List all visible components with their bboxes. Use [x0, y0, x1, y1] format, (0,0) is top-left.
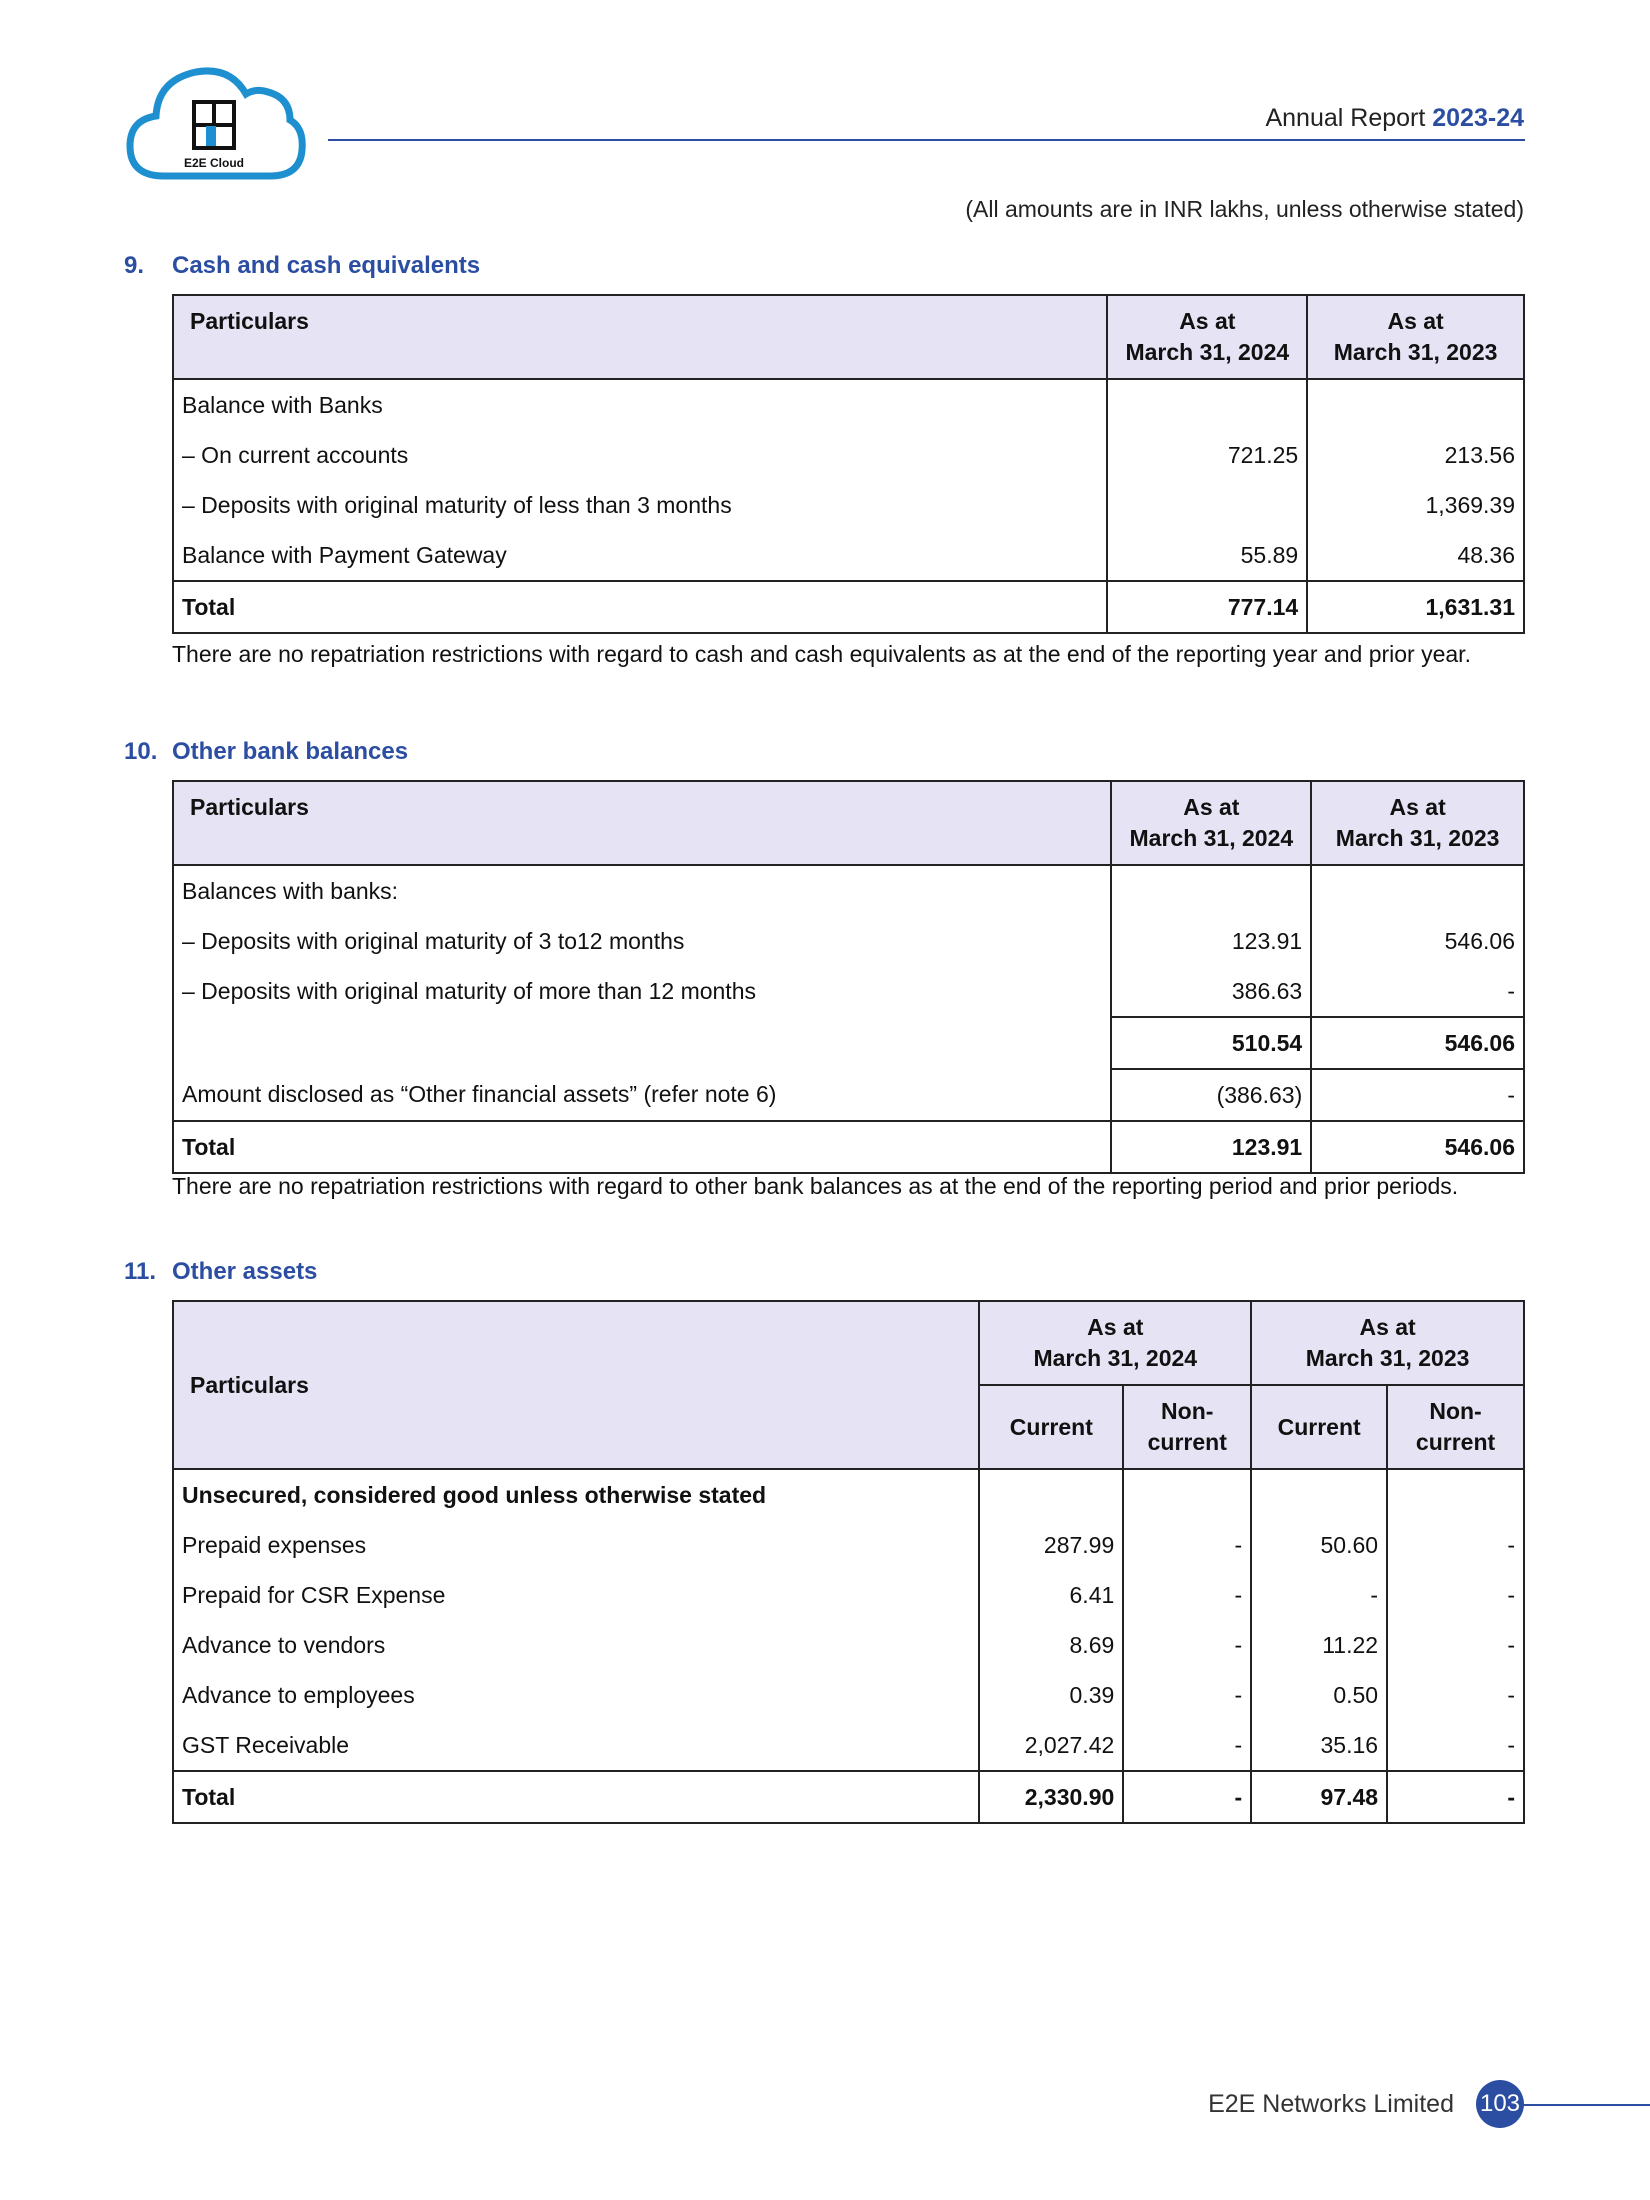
table-row	[173, 430, 1524, 480]
value-cell: 6.41	[979, 1570, 1123, 1620]
section-9-note: There are no repatriation restrictions with regard to cash and cash equivalents as at the end of the reporting year and prior year.	[172, 641, 1471, 667]
value-cell: -	[1311, 1069, 1524, 1121]
particulars-header: Particulars	[173, 295, 1107, 379]
value-cell: -	[1123, 1520, 1251, 1570]
value-cell: 55.89	[1107, 530, 1307, 581]
table-row	[173, 530, 1524, 581]
value-cell: 287.99	[979, 1520, 1123, 1570]
col-2024-header: As at March 31, 2024	[1111, 781, 1311, 865]
particulars-header: Particulars	[173, 1301, 979, 1469]
label-cell: Total	[173, 581, 1107, 633]
value-cell: 2,027.42	[979, 1720, 1123, 1771]
value-cell: 546.06	[1311, 916, 1524, 966]
value-cell: 777.14	[1107, 581, 1307, 633]
table-row	[173, 379, 1524, 430]
noncurrent-2023-header: Non- current	[1387, 1385, 1524, 1469]
value-cell: -	[1123, 1620, 1251, 1670]
report-title: Annual Report 2023-24	[1265, 104, 1524, 132]
value-cell: 213.56	[1307, 430, 1524, 480]
value-cell: -	[1387, 1570, 1524, 1620]
label-cell: Unsecured, considered good unless otherwise stated	[173, 1469, 979, 1520]
value-cell: 48.36	[1307, 530, 1524, 581]
value-cell: 0.50	[1251, 1670, 1387, 1720]
table-row	[173, 1520, 1524, 1570]
table-row	[173, 1069, 1524, 1121]
value-cell: -	[1123, 1570, 1251, 1620]
label-cell: – Deposits with original maturity of less than 3 months	[173, 480, 1107, 530]
label-cell: GST Receivable	[173, 1720, 979, 1771]
section-9-title: 9. Cash and cash equivalents	[124, 252, 481, 279]
group-2023-header: As at March 31, 2023	[1251, 1301, 1524, 1385]
value-cell: -	[1387, 1670, 1524, 1720]
value-cell: -	[1123, 1720, 1251, 1771]
table-row	[173, 1570, 1524, 1620]
table-row	[173, 966, 1524, 1017]
table-row	[173, 865, 1524, 916]
col-2024-header: As at March 31, 2024	[1107, 295, 1307, 379]
label-cell: Balance with Payment Gateway	[173, 530, 1107, 581]
value-cell	[1107, 379, 1307, 430]
value-cell: 386.63	[1111, 966, 1311, 1017]
total-row	[173, 1121, 1524, 1173]
particulars-header: Particulars	[173, 781, 1111, 865]
col-2023-header: As at March 31, 2023	[1307, 295, 1524, 379]
value-cell: -	[1251, 1570, 1387, 1620]
value-cell: 123.91	[1111, 1121, 1311, 1173]
subtotal-row	[173, 1017, 1524, 1069]
page-number: 103	[1476, 2080, 1524, 2128]
group-2024-header: As at March 31, 2024	[979, 1301, 1251, 1385]
value-cell: 8.69	[979, 1620, 1123, 1670]
header-rule	[328, 139, 1525, 141]
table-row	[173, 1720, 1524, 1771]
label-cell	[173, 1017, 1111, 1069]
label-cell: – Deposits with original maturity of more than 12 months	[173, 966, 1111, 1017]
value-cell: 546.06	[1311, 1121, 1524, 1173]
logo-text: E2E Cloud	[183, 156, 245, 170]
value-cell: 2,330.90	[979, 1771, 1123, 1823]
current-2023-header: Current	[1251, 1385, 1387, 1469]
label-cell: Prepaid expenses	[173, 1520, 979, 1570]
label-cell: Balances with banks:	[173, 865, 1111, 916]
table-row	[173, 916, 1524, 966]
label-cell	[1387, 1469, 1524, 1520]
value-cell: 11.22	[1251, 1620, 1387, 1670]
label-cell	[1251, 1469, 1387, 1520]
total-row	[173, 581, 1524, 633]
value-cell: -	[1387, 1620, 1524, 1670]
value-cell: -	[1123, 1771, 1251, 1823]
table-row	[173, 1670, 1524, 1720]
value-cell: -	[1387, 1520, 1524, 1570]
label-cell: Total	[173, 1771, 979, 1823]
label-cell: – Deposits with original maturity of 3 to12 months	[173, 916, 1111, 966]
e2e-cloud-logo	[124, 58, 306, 186]
label-cell: Advance to employees	[173, 1670, 979, 1720]
value-cell: -	[1123, 1670, 1251, 1720]
value-cell	[1111, 865, 1311, 916]
other-bank-balances-table	[172, 780, 1525, 1174]
label-cell: Balance with Banks	[173, 379, 1107, 430]
other-assets-table	[172, 1300, 1525, 1824]
col-2023-header: As at March 31, 2023	[1311, 781, 1524, 865]
label-cell	[1123, 1469, 1251, 1520]
value-cell: 721.25	[1107, 430, 1307, 480]
value-cell: 510.54	[1111, 1017, 1311, 1069]
value-cell: 123.91	[1111, 916, 1311, 966]
footer-rule	[1522, 2104, 1650, 2106]
section-11-title: 11. Other assets	[124, 1258, 318, 1285]
label-cell	[979, 1469, 1123, 1520]
amount-note: (All amounts are in INR lakhs, unless otherwise stated)	[965, 196, 1524, 222]
value-cell: 97.48	[1251, 1771, 1387, 1823]
value-cell	[1307, 379, 1524, 430]
value-cell: 1,369.39	[1307, 480, 1524, 530]
value-cell: 35.16	[1251, 1720, 1387, 1771]
table-row	[173, 480, 1524, 530]
value-cell: -	[1387, 1720, 1524, 1771]
value-cell: -	[1387, 1771, 1524, 1823]
table-row	[173, 1620, 1524, 1670]
cash-equivalents-table	[172, 294, 1525, 634]
value-cell: -	[1311, 966, 1524, 1017]
value-cell: 1,631.31	[1307, 581, 1524, 633]
footer-company: E2E Networks Limited	[1208, 2090, 1454, 2118]
label-cell: Advance to vendors	[173, 1620, 979, 1670]
total-row	[173, 1771, 1524, 1823]
section-10-title: 10. Other bank balances	[124, 738, 409, 765]
noncurrent-2024-header: Non- current	[1123, 1385, 1251, 1469]
label-cell: – On current accounts	[173, 430, 1107, 480]
value-cell	[1311, 865, 1524, 916]
current-2024-header: Current	[979, 1385, 1123, 1469]
value-cell	[1107, 480, 1307, 530]
value-cell: 50.60	[1251, 1520, 1387, 1570]
label-cell: Total	[173, 1121, 1111, 1173]
value-cell: 546.06	[1311, 1017, 1524, 1069]
value-cell: (386.63)	[1111, 1069, 1311, 1121]
section-10-note: There are no repatriation restrictions with regard to other bank balances as at the end of the reporting period and prior periods.	[172, 1173, 1459, 1199]
label-cell: Amount disclosed as “Other financial assets” (refer note 6)	[173, 1069, 1111, 1121]
value-cell: 0.39	[979, 1670, 1123, 1720]
label-cell: Prepaid for CSR Expense	[173, 1570, 979, 1620]
subheading-row	[173, 1469, 1524, 1520]
